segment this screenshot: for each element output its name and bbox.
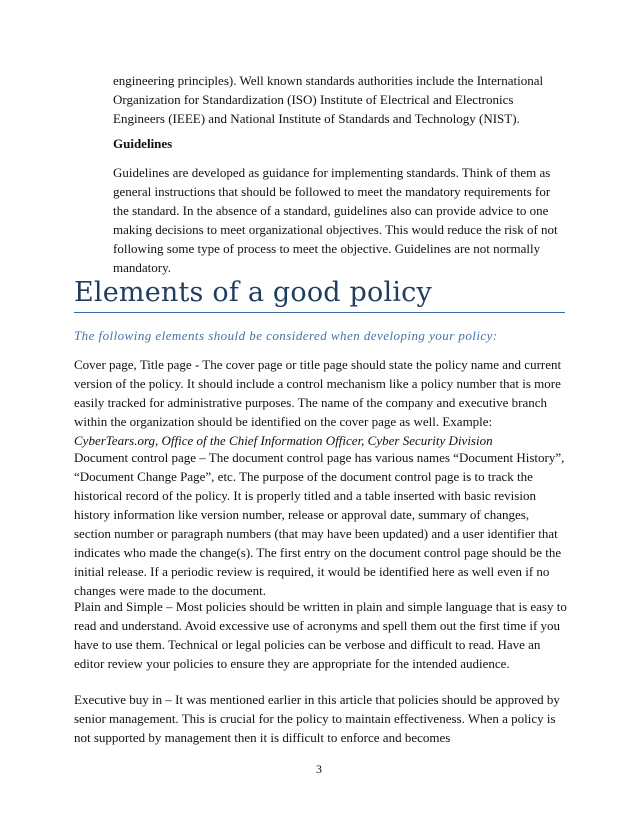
cover-page-text: Cover page, Title page - The cover page or title page should state the policy name and current version of the policy. It should include a control mechanism like a policy number that is more easily tracked for administrative purposes. The name of the company and executive branch within the organization should be identified on the cover page as well. Example:	[74, 357, 562, 429]
section-subtitle: The following elements should be considered when developing your policy:	[74, 328, 498, 343]
title-underline-divider	[74, 312, 565, 313]
cover-page-example: CyberTears.org, Office of the Chief Information Officer, Cyber Security Division	[74, 433, 493, 448]
cover-page-paragraph	[74, 355, 569, 450]
document-control-paragraph: Document control page – The document control page has various names “Document History”, “Document Change Page”, etc. The purpose of the document control page is to track the historical record of the policy. It is properly titled and a table inserted with basic revision history information like version number, release or approval date, summary of changes, section number or paragraph numbers (that may have been updated) and a user identifier that indicates who made the change(s). The first entry on the document control page should be the initial release. If a periodic review is required, it would be identified here as well even if no changes were made to the document.	[74, 450, 565, 598]
page-number: 3	[316, 762, 322, 776]
plain-simple-paragraph: Plain and Simple – Most policies should be written in plain and simple language that is easy to read and understand. Avoid excessive use of acronyms and spell them out the first time if you have to use them. Technical or legal policies can be verbose and difficult to read. Have an editor review your policies to ensure they are appropriate for the intended audience.	[74, 599, 567, 671]
guidelines-paragraph: Guidelines are developed as guidance for implementing standards. Think of them as general instructions that should be followed to meet the mandatory requirements for the standard. In the absence of a standard, guidelines also can provide advice to one making decisions to meet organizational objectives. This would reduce the risk of not following some type of process to meet the objective. Guidelines are not normally mandatory.	[113, 165, 558, 275]
executive-buy-in-paragraph: Executive buy in – It was mentioned earlier in this article that policies should be approved by senior management. This is crucial for the policy to maintain effectiveness. When a policy is not supported by management then it is difficult to enforce and becomes	[74, 692, 560, 745]
intro-continuation-paragraph: engineering principles). Well known standards authorities include the International Organization for Standardization (ISO) Institute of Electrical and Electronics Engineers (IEEE) and National Institute of Standards and Technology (NIST).	[113, 73, 544, 126]
section-title: Elements of a good policy	[74, 277, 432, 308]
guidelines-heading: Guidelines	[113, 136, 173, 151]
